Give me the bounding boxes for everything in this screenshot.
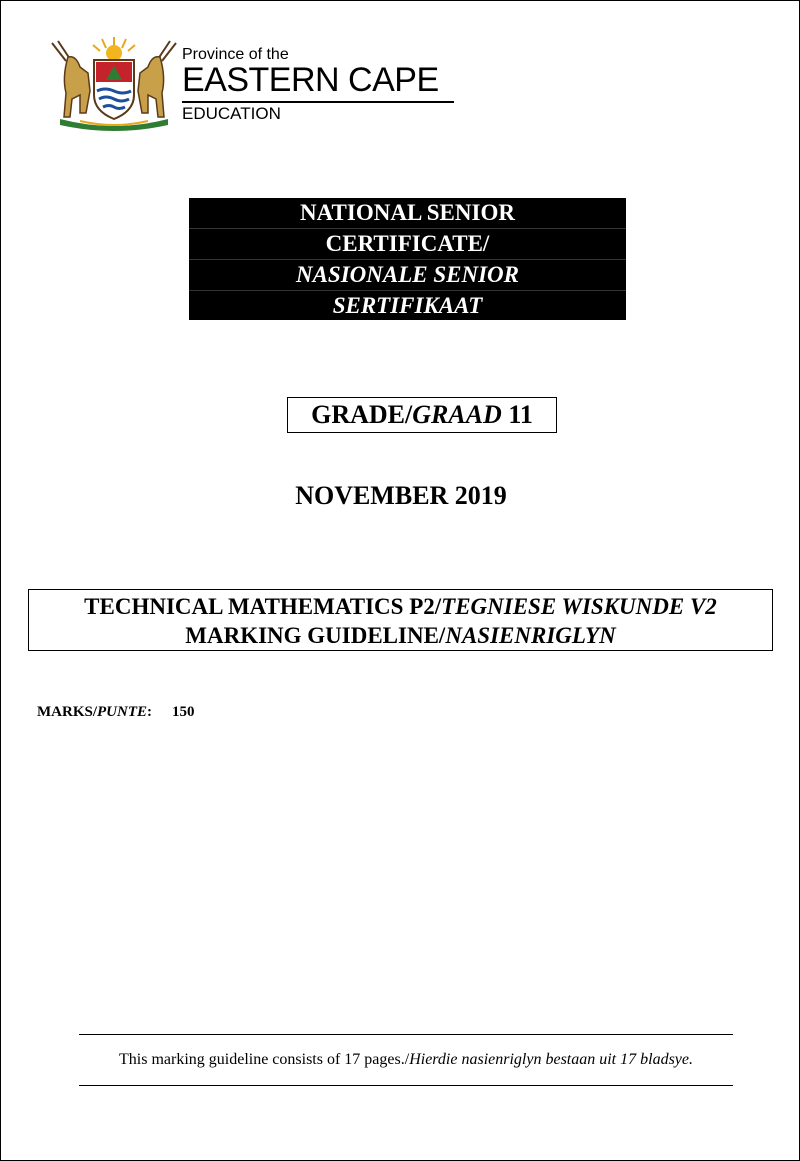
certificate-banner (189, 198, 626, 320)
marks-label-af: PUNTE (97, 704, 147, 720)
page-count-af: Hierdie nasienriglyn bestaan uit 17 bladsye. (409, 1051, 693, 1068)
guideline-title-en: MARKING GUIDELINE/ (185, 623, 446, 648)
logo-province-text: Province of the (182, 46, 289, 63)
grade-label-af: GRAAD (412, 400, 502, 429)
logo-eastern-cape-text: EASTERN CAPE (182, 61, 439, 99)
total-marks (37, 704, 195, 721)
certificate-line-2: CERTIFICATE/ (189, 229, 626, 260)
logo-divider (182, 101, 454, 103)
certificate-line-4: SERTIFIKAAT (332, 293, 483, 318)
grade-label: GRADE/ (311, 400, 413, 429)
exam-date: NOVEMBER 2019 (295, 481, 507, 510)
subject-box (28, 589, 773, 651)
footer-bottom-rule (79, 1085, 733, 1086)
page-count-note (1, 1051, 800, 1069)
marks-colon: : (147, 704, 152, 720)
grade-box (287, 397, 557, 433)
coat-of-arms-logo (46, 33, 182, 133)
subject-title-en: TECHNICAL MATHEMATICS P2/ (84, 594, 442, 619)
certificate-line-3: NASIONALE SENIOR (189, 260, 626, 291)
subject-line-1 (29, 592, 772, 621)
guideline-title-af: NASIENRIGLYN (445, 623, 616, 648)
marks-label: MARKS/ (37, 704, 97, 720)
grade-value: 11 (501, 400, 533, 429)
subject-line-2 (29, 621, 772, 650)
page-count-en: This marking guideline consists of 17 pages./ (119, 1051, 410, 1068)
footer-top-rule (79, 1034, 733, 1035)
certificate-line-1: NATIONAL SENIOR (189, 198, 626, 229)
logo-education-text: EDUCATION (182, 104, 281, 123)
subject-title-af: TEGNIESE WISKUNDE V2 (441, 594, 717, 619)
marks-value: 150 (172, 704, 195, 720)
